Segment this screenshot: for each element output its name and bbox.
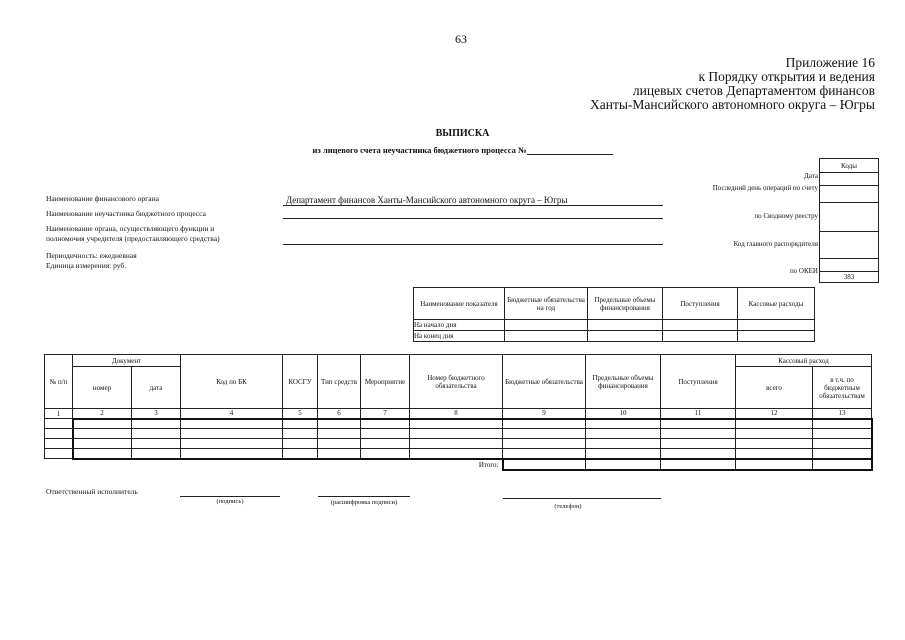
- table-cell: [586, 429, 661, 439]
- table-cell: [45, 429, 73, 439]
- budg-obyaz-header: Бюджетные обязательства: [503, 355, 586, 409]
- codes-cell: [820, 203, 879, 232]
- nomer-obyaz-header: Номер бюджетного обязательства: [410, 355, 503, 409]
- table-cell: [736, 449, 813, 459]
- summary-header: Предельные объемы финансирования: [588, 288, 663, 320]
- table-cell: [283, 449, 318, 459]
- label-organ-2: полномочия учредителя (предоставляющего средства): [46, 234, 220, 243]
- vtch-header: в т.ч. по бюджетным обязательствам: [813, 367, 872, 409]
- table-cell: [45, 449, 73, 459]
- table-cell: [132, 439, 181, 449]
- document-header: Документ: [73, 355, 181, 367]
- table-cell: [73, 429, 132, 439]
- table-cell: [736, 439, 813, 449]
- phone-line: [503, 498, 661, 499]
- table-cell: [181, 429, 283, 439]
- codes-table: [819, 158, 879, 283]
- table-cell: [132, 419, 181, 429]
- okei-cell: 383: [820, 272, 879, 283]
- page-number: 63: [455, 32, 467, 46]
- label-svod: по Сводному реестру: [754, 212, 818, 220]
- label-periodicity: Периодичность: ежедневная: [46, 251, 137, 260]
- codes-cell: [820, 232, 879, 259]
- table-cell: [45, 419, 73, 429]
- codes-cell: [820, 173, 879, 186]
- itogo-cell: [736, 459, 813, 470]
- col-number: 8: [410, 409, 503, 419]
- summary-cell: [663, 331, 738, 342]
- summary-cell: [738, 320, 815, 331]
- col-number: 12: [736, 409, 813, 419]
- col-number: 10: [586, 409, 661, 419]
- table-cell: [361, 449, 410, 459]
- decode-caption: (расшифровка подписи): [330, 499, 398, 506]
- summary-header: Кассовые расходы: [738, 288, 815, 320]
- col-number: 6: [318, 409, 361, 419]
- table-cell: [73, 449, 132, 459]
- codes-cell: [820, 259, 879, 272]
- summary-cell: [588, 331, 663, 342]
- table-cell: [132, 429, 181, 439]
- phone-caption: (телефон): [554, 503, 582, 510]
- itogo-cell: [661, 459, 736, 470]
- table-cell: [736, 419, 813, 429]
- col-number: 3: [132, 409, 181, 419]
- table-cell: [318, 449, 361, 459]
- table-cell: [361, 419, 410, 429]
- doc-title: ВЫПИСКА: [435, 128, 490, 139]
- doc-subtitle: [10, 145, 905, 155]
- table-cell: [361, 439, 410, 449]
- itogo-cell: [586, 459, 661, 470]
- itogo-cell: [813, 459, 872, 470]
- responsible-label: Ответственный исполнитель: [46, 487, 138, 496]
- table-cell: [410, 439, 503, 449]
- table-cell: [503, 449, 586, 459]
- table-cell: [503, 429, 586, 439]
- table-cell: [73, 439, 132, 449]
- table-cell: [813, 439, 872, 449]
- table-cell: [736, 429, 813, 439]
- summary-header: Бюджетные обязательства на год: [505, 288, 588, 320]
- doc-subtitle-text: из лицевого счета неучастника бюджетного процесса №: [312, 145, 527, 155]
- col-number: 2: [73, 409, 132, 419]
- col-number: 9: [503, 409, 586, 419]
- summary-cell: [588, 320, 663, 331]
- appendix-line: Приложение 16: [785, 55, 875, 70]
- kosgu-header: КОСГУ: [283, 355, 318, 409]
- fin-org-line: [283, 205, 663, 206]
- pred-obem-header: Предельные объемы финансирования: [586, 355, 661, 409]
- vsego-header: всего: [736, 367, 813, 409]
- col-num-header: № п/п: [45, 355, 73, 409]
- table-cell: [318, 439, 361, 449]
- summary-header: Поступления: [663, 288, 738, 320]
- table-cell: [45, 439, 73, 449]
- label-okei: по ОКЕИ: [789, 267, 818, 275]
- tip-header: Тип средств: [318, 355, 361, 409]
- table-cell: [503, 419, 586, 429]
- label-nonparticipant: Наименование неучастника бюджетного процесса: [46, 209, 206, 218]
- main-table: [44, 354, 873, 471]
- table-cell: [661, 439, 736, 449]
- appendix-line: к Порядку открытия и ведения: [698, 69, 875, 84]
- appendix-line: Ханты-Мансийского автономного округа – Югры: [590, 97, 875, 112]
- itogo-label: Итого:: [478, 460, 499, 469]
- doc-date-header: дата: [132, 367, 181, 409]
- appendix-header: [415, 56, 875, 112]
- table-cell: [813, 449, 872, 459]
- label-date: Дата: [804, 172, 818, 180]
- table-cell: [503, 439, 586, 449]
- table-cell: [181, 449, 283, 459]
- summary-table: [413, 287, 815, 342]
- postup-header: Поступления: [661, 355, 736, 409]
- table-cell: [318, 429, 361, 439]
- summary-cell: [738, 331, 815, 342]
- table-cell: [661, 449, 736, 459]
- table-cell: [73, 419, 132, 429]
- table-cell: [410, 449, 503, 459]
- summary-cell: [505, 320, 588, 331]
- meropr-header: Мероприятие: [361, 355, 410, 409]
- summary-row-label: На начало дня: [414, 320, 505, 331]
- appendix-line: лицевых счетов Департаментом финансов: [632, 83, 875, 98]
- label-unit: Единица измерения: руб.: [46, 261, 127, 270]
- col-number: 1: [45, 409, 73, 419]
- summary-cell: [663, 320, 738, 331]
- table-cell: [661, 429, 736, 439]
- decode-line: [318, 496, 410, 497]
- account-number-field: [527, 145, 613, 155]
- sign-line: [180, 496, 280, 497]
- codes-header: Коды: [820, 159, 879, 173]
- col-number: 7: [361, 409, 410, 419]
- col-number: 4: [181, 409, 283, 419]
- table-cell: [318, 419, 361, 429]
- col-number: 11: [661, 409, 736, 419]
- col-number: 5: [283, 409, 318, 419]
- table-cell: [586, 449, 661, 459]
- table-cell: [132, 449, 181, 459]
- label-glav: Код главного распорядителя: [733, 240, 818, 248]
- summary-row-label: На конец дня: [414, 331, 505, 342]
- table-cell: [181, 439, 283, 449]
- table-cell: [586, 419, 661, 429]
- table-cell: [283, 419, 318, 429]
- summary-header: Наименование показателя: [414, 288, 505, 320]
- organ-line: [283, 244, 663, 245]
- table-cell: [361, 429, 410, 439]
- codes-cell: [820, 186, 879, 203]
- label-organ-1: Наименование органа, осуществляющего функции и: [46, 224, 215, 233]
- table-cell: [181, 419, 283, 429]
- nonparticipant-line: [283, 218, 663, 219]
- table-cell: [283, 429, 318, 439]
- itogo-cell: [503, 459, 586, 470]
- sign-caption: (подпись): [216, 498, 244, 505]
- table-cell: [661, 419, 736, 429]
- table-cell: [283, 439, 318, 449]
- kod-bk-header: Код по БК: [181, 355, 283, 409]
- label-fin-org: Наименование финансового органа: [46, 194, 159, 203]
- label-last-day: Последний день операций по счету: [712, 184, 818, 192]
- col-number: 13: [813, 409, 872, 419]
- table-cell: [410, 419, 503, 429]
- summary-cell: [505, 331, 588, 342]
- doc-number-header: номер: [73, 367, 132, 409]
- kass-header: Кассовый расход: [736, 355, 872, 367]
- table-cell: [813, 429, 872, 439]
- table-cell: [586, 439, 661, 449]
- fin-org-value: Департамент финансов Ханты-Мансийского автономного округа – Югры: [286, 195, 568, 205]
- table-cell: [410, 429, 503, 439]
- table-cell: [813, 419, 872, 429]
